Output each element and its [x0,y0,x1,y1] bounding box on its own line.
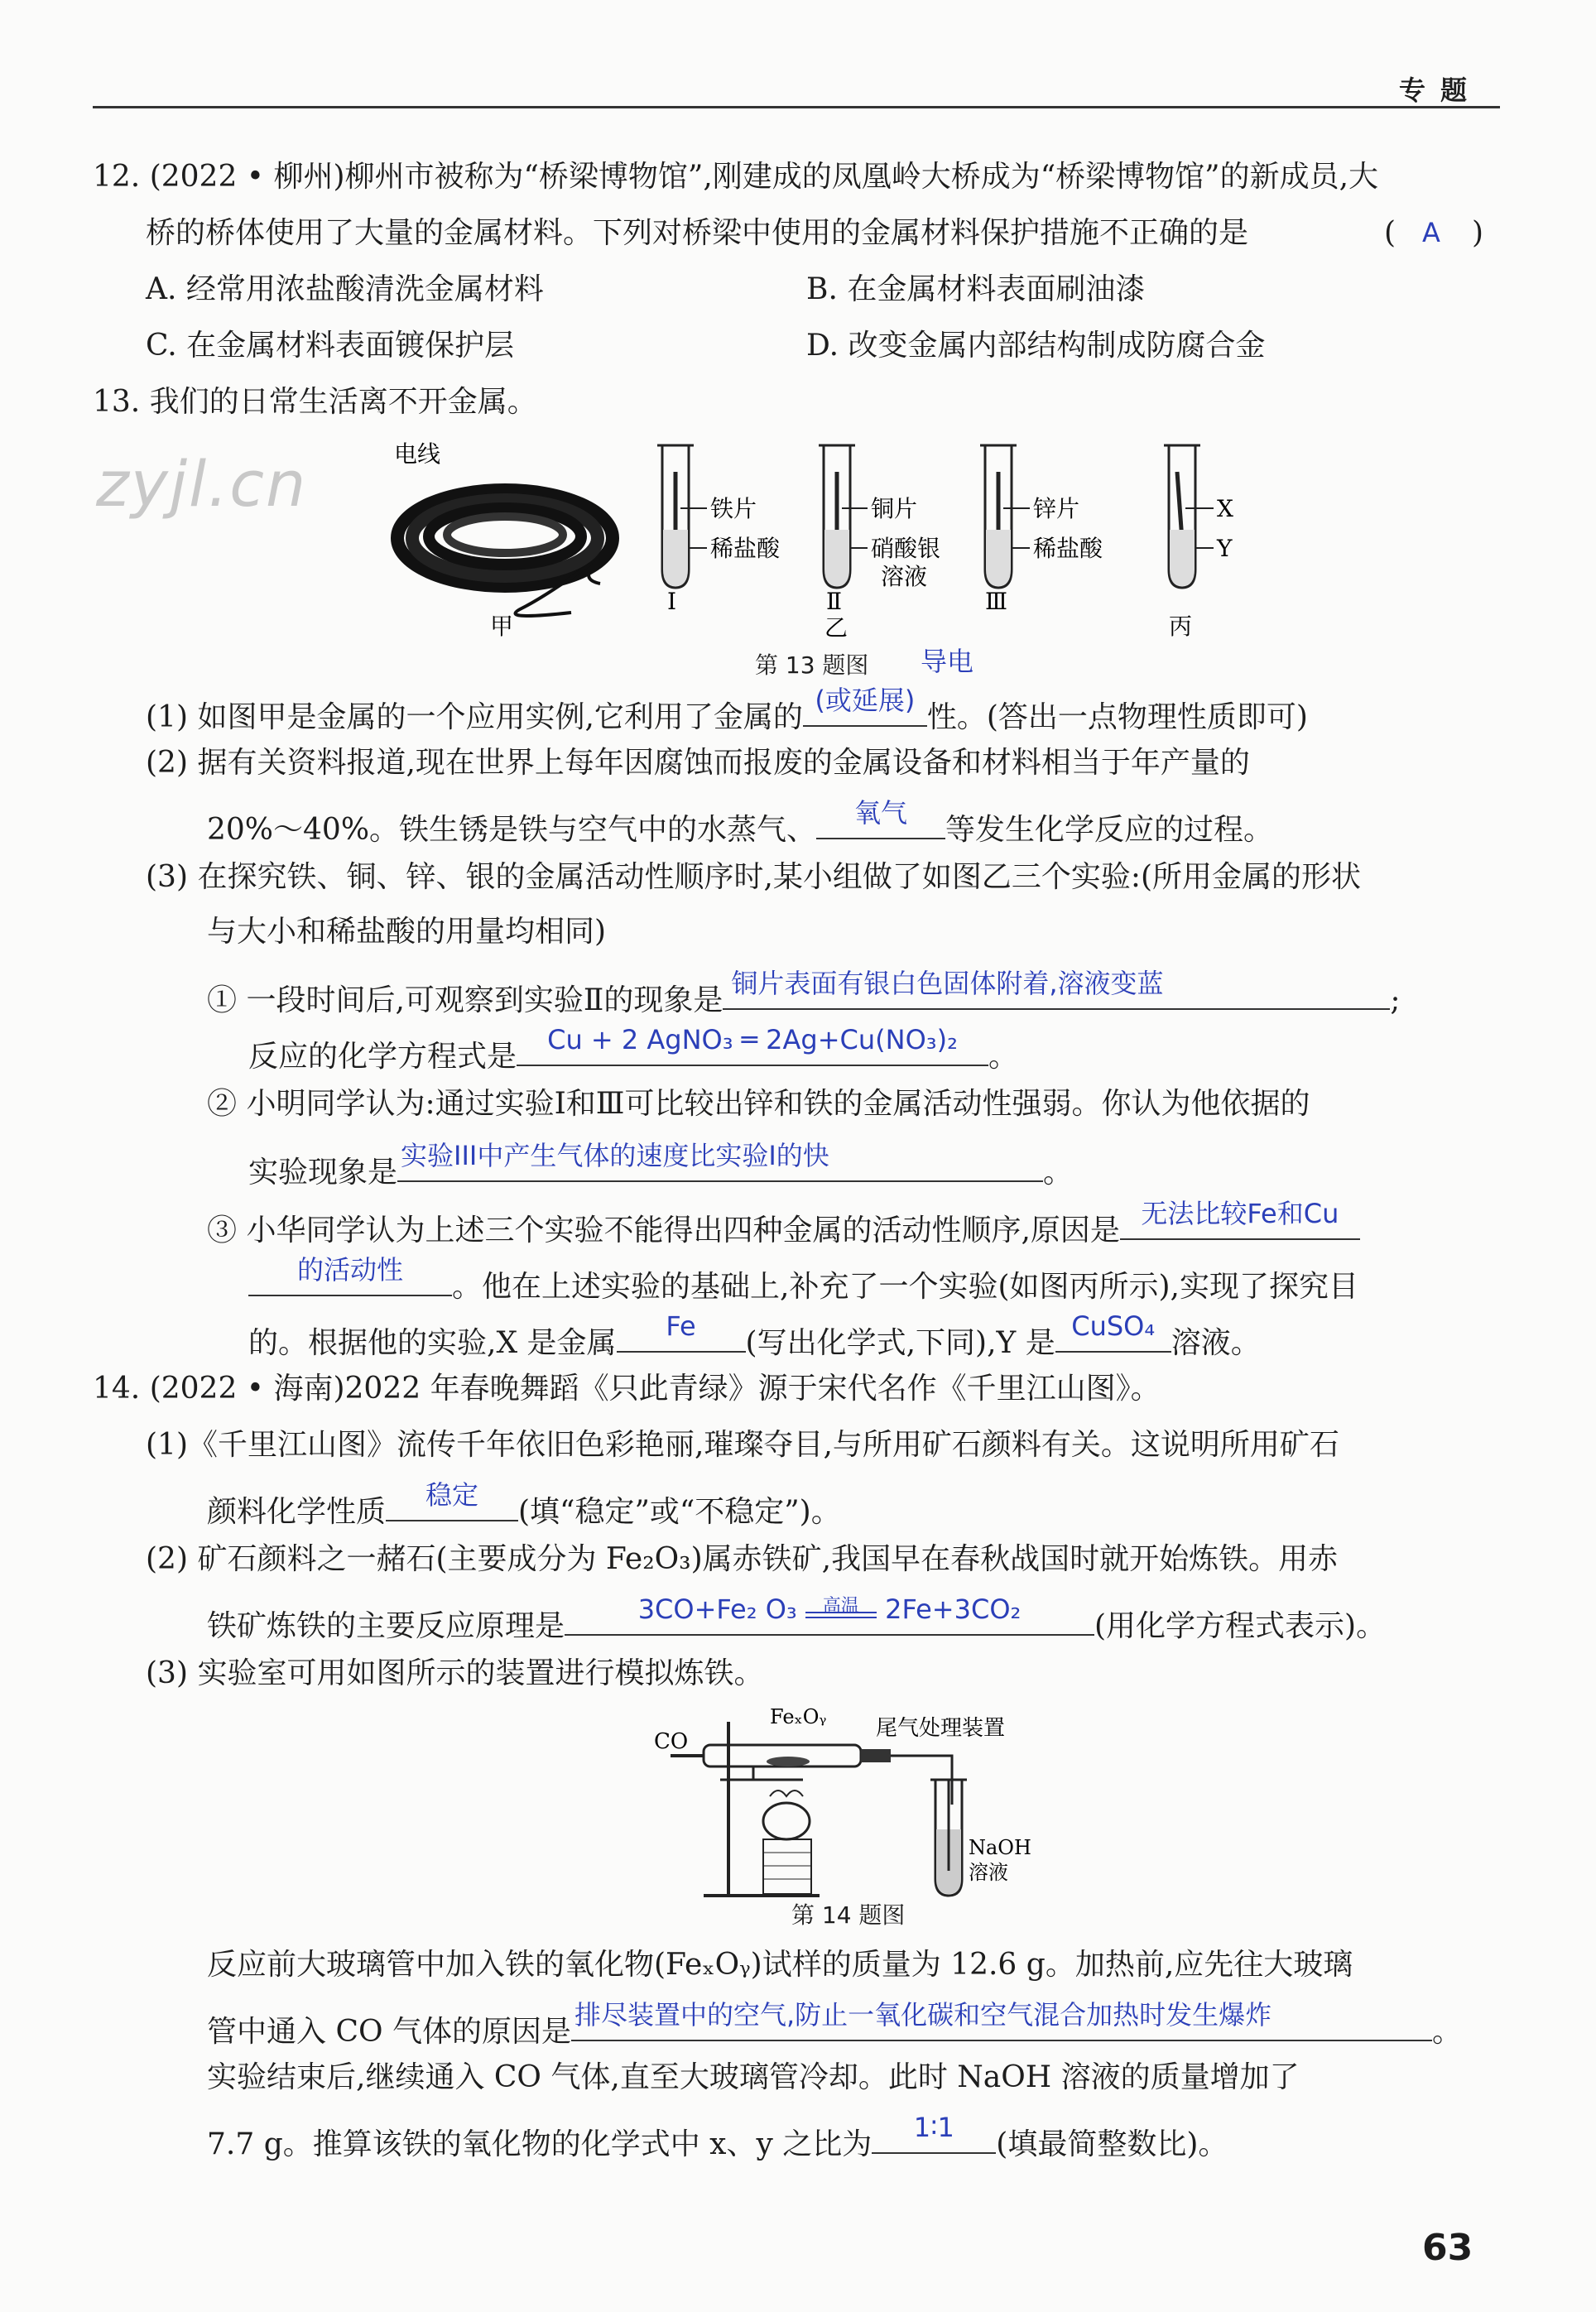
q13-3-s1 [207,970,1401,1021]
q13-3-s3-text-e: 溶液。 [1171,1326,1261,1360]
q13-3-s3-line3 [248,1310,1261,1363]
test-tube-1 [657,445,707,588]
q13-3-s3-answer4: CuSO₄ [1071,1310,1156,1342]
q13-3-s2-blank [397,1142,1043,1182]
q13-3-s2-line2 [248,1142,1073,1193]
q13-3-s3-text-d: (写出化学式,下同),Y 是 [745,1326,1055,1360]
tube2-label-b: 硝酸银 [871,535,941,562]
q14-1-text-b: (填“稳定”或“不稳定”)。 [518,1495,841,1529]
q14-r4-blank [872,2114,996,2154]
q12-line1: 12. (2022 • 柳州)柳州市被称为“桥梁博物馆”,刚建成的凤凰岭大桥成为“桥梁博物馆”的新成员,大 [93,160,1379,194]
label-tail-gas: 尾气处理装置 [876,1716,1006,1741]
q14-r4 [207,2114,1228,2165]
q13-1-answer: (或延展) [815,685,916,716]
q14-2-answer-b: 2Fe+3CO₂ [885,1593,1022,1625]
q13-3-s1-eq-text: 反应的化学方程式是 [248,1040,517,1074]
tube3-label-b: 稀盐酸 [1033,535,1103,562]
q14-2-condition [805,1596,877,1618]
q13-3-s2-answer: 实验III中产生气体的速度比实验I的快 [401,1140,829,1171]
q14-2-condition-text: 高温 [822,1596,859,1617]
q13-2-text-b: 等发生化学反应的过程。 [945,813,1274,847]
q14-r4-text-b: (填最简整数比)。 [996,2127,1228,2161]
q12-paren-close: ) [1472,216,1484,250]
tube3-number: Ⅲ [985,588,1008,615]
wire-coil-figure [397,490,613,616]
q14-3: (3) 实验室可用如图所示的装置进行模拟炼铁。 [146,1656,764,1690]
q13-3-line2: 与大小和稀盐酸的用量均相同) [207,915,607,949]
q13-3-s1-eq-answer: Cu + 2 AgNO₃ ═ 2Ag+Cu(NO₃)₂ [547,1024,958,1055]
q13-3-s3-blank2 [248,1254,452,1296]
test-tube-3 [980,445,1030,588]
tube1-label-b: 稀盐酸 [710,535,781,562]
q12-paren-open: ( [1384,216,1396,250]
q13-1-text-a: (1) 如图甲是金属的一个应用实例,它利用了金属的 [146,700,803,734]
q14-1-blank [386,1479,518,1521]
q14-r2 [207,1999,1462,2052]
tube1-label-a: 铁片 [710,495,757,522]
header-title: 专题 [1399,75,1483,106]
q14-r1: 反应前大玻璃管中加入铁的氧化物(FeₓOᵧ)试样的质量为 12.6 g。加热前,应先往大玻璃 [207,1948,1353,1982]
watermark: zyjl.cn [96,447,308,521]
label-naoh: NaOH [969,1836,1031,1859]
q12-option-c: C. 在金属材料表面镀保护层 [146,329,515,363]
q13-3-s3-text-a: ③ 小华同学认为上述三个实验不能得出四种金属的活动性顺序,原因是 [207,1214,1120,1247]
q13-3-s3-text-c: 的。根据他的实验,X 是金属 [248,1326,617,1360]
q13-3-s3-blank4 [1055,1310,1171,1353]
q13-3-s3-answer1: 无法比较Fe和Cu [1141,1198,1339,1229]
q13-stem: 13. 我们的日常生活离不开金属。 [93,385,537,419]
test-tube-4 [1164,445,1214,588]
q13-1-answer-top: 导电 [921,646,974,677]
q13-3-s2-text: 实验现象是 [248,1156,398,1190]
q13-3-s2-line1: ② 小明同学认为:通过实验Ⅰ和Ⅲ可比较出锌和铁的金属活动性强弱。你认为他依据的 [207,1087,1310,1121]
q13-3-s2-end: 。 [1043,1156,1074,1190]
page-number: 63 [1422,2227,1473,2269]
q13-3-s1-eq-blank [517,1026,988,1066]
q13-2-line1: (2) 据有关资料报道,现在世界上每年因腐蚀而报废的金属设备和材料相当于年产量的 [146,746,1250,780]
q14-1-line1: (1)《千里江山图》流传千年依旧色彩艳丽,璀璨夺目,与所用矿石颜料有关。这说明所用矿石 [146,1428,1339,1462]
q14-2-answer-a: 3CO+Fe₂ O₃ [637,1593,797,1625]
tube2-label-a: 铜片 [871,495,918,522]
figure-13-caption: 第 13 题图 [755,651,869,679]
q13-2-text-a: 20%～40%。铁生锈是铁与空气中的水蒸气、 [207,813,817,847]
q14-r2-answer: 排尽装置中的空气,防止一氧化碳和空气混合加热时发生爆炸 [574,1999,1272,2031]
tube4-label-x: X [1217,495,1233,522]
apparatus-figure [671,1722,967,1896]
q14-r2-text: 管中通入 CO 气体的原因是 [207,2015,571,2049]
q14-r4-answer: 1∶1 [913,2112,954,2143]
q13-3-s1-answer: 铜片表面有银白色固体附着,溶液变蓝 [731,968,1164,999]
q12-answer: A [1422,217,1440,248]
q14-2-line1: (2) 矿石颜料之一赭石(主要成分为 Fe₂O₃)属赤铁矿,我国早在春秋战国时就开始炼铁。用赤 [146,1542,1339,1576]
q14-r3: 实验结束后,继续通入 CO 气体,直至大玻璃管冷却。此时 NaOH 溶液的质量增加了 [207,2060,1300,2094]
tube1-number: Ⅰ [667,588,677,615]
q14-stem: 14. (2022 • 海南)2022 年春晚舞蹈《只此青绿》源于宋代名作《千里江山图》。 [93,1372,1161,1406]
tube2-number: Ⅱ [826,588,843,615]
q13-3-s3-text-b: 。他在上述实验的基础上,补充了一个实验(如图丙所示),实现了探究目 [452,1270,1358,1304]
q13-1-blank [803,687,927,727]
tube2-label-c: 溶液 [881,563,928,590]
q13-3-s1-text: ① 一段时间后,可观察到实验Ⅱ的现象是 [207,983,723,1017]
q13-1-text-b: 性。(答出一点物理性质即可) [926,700,1308,734]
label-yi: 乙 [824,614,848,642]
q13-2-blank [816,797,945,839]
q12-option-a: A. 经常用浓盐酸清洗金属材料 [146,272,544,306]
q14-2-text-b: (用化学方程式表示)。 [1094,1609,1387,1643]
q12-option-b: B. 在金属材料表面刷油漆 [806,272,1146,306]
figure-14 [654,1705,1043,1912]
tube4-label-y: Y [1217,535,1233,562]
q14-1-text-a: 颜料化学性质 [207,1495,387,1529]
label-fexoy: FeₓOᵧ [770,1705,827,1728]
q13-3-s3-blank3 [617,1310,746,1353]
q14-2-answer [565,1589,1094,1629]
q13-1 [146,687,1308,738]
q12-line2: 桥的桥体使用了大量的金属材料。下列对桥梁中使用的金属材料保护措施不正确的是 [146,216,1249,250]
header-rule [93,106,1500,108]
wire-label: 电线 [394,440,441,468]
q14-r2-blank [571,1999,1432,2041]
test-tube-2 [819,445,868,588]
q13-3-s3-line2 [248,1254,1358,1307]
label-jia: 甲 [490,613,514,640]
q13-3-s1-end: ; [1390,983,1401,1017]
q13-3-s1-blank [723,970,1390,1010]
tube3-label-a: 锌片 [1033,495,1080,522]
figure-14-caption: 第 14 题图 [791,1901,906,1929]
q13-2-line2 [207,797,1274,850]
q14-1-line2 [207,1479,841,1532]
q13-3-s3-answer2: 的活动性 [296,1254,403,1286]
q13-3-s3-answer3: Fe [666,1310,696,1342]
q13-3-s1-eq-end: 。 [988,1040,1019,1074]
q13-3-line1: (3) 在探究铁、铜、锌、银的金属活动性顺序时,某小组做了如图乙三个实验:(所用金属的形状 [146,860,1362,894]
q12-option-d: D. 改变金属内部结构制成防腐合金 [806,329,1266,363]
q13-3-s1-eq [248,1026,1018,1077]
q13-2-answer: 氧气 [854,797,908,829]
q14-2-line2 [207,1593,1387,1646]
label-solution: 溶液 [969,1861,1008,1884]
label-bing: 丙 [1169,613,1193,640]
q14-2-blank [565,1593,1094,1636]
q13-3-s3-blank1 [1120,1200,1360,1240]
q14-1-answer: 稳定 [425,1479,479,1511]
q14-2-text-a: 铁矿炼铁的主要反应原理是 [207,1609,565,1643]
q13-3-s3-line1 [207,1200,1360,1251]
label-co: CO [654,1729,689,1754]
q14-r2-end: 。 [1431,2015,1462,2049]
q14-r4-text-a: 7.7 g。推算该铁的氧化物的化学式中 x、y 之比为 [207,2127,873,2161]
